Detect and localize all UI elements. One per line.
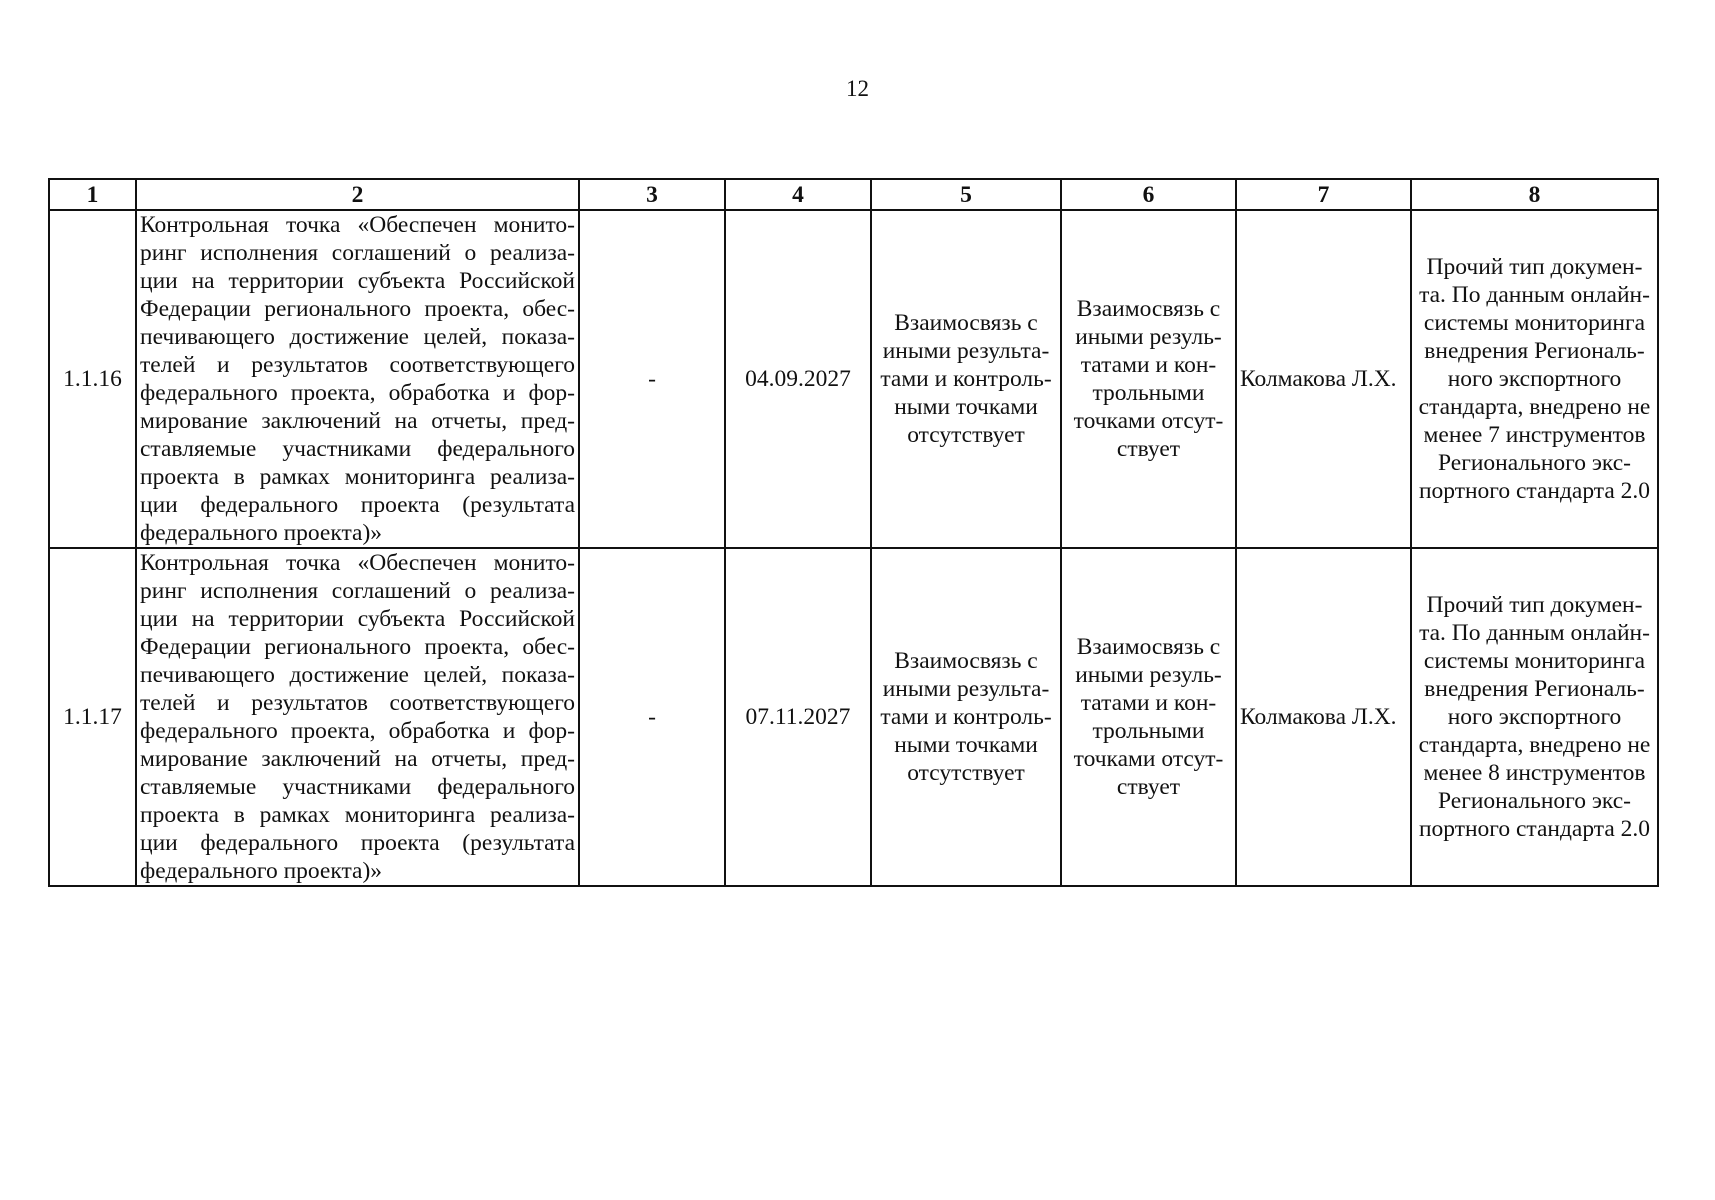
column-header: 2	[136, 179, 579, 210]
relation-results-cell: Взаимосвязь с иными результа-тами и контроль-ными точками отсутствует	[871, 210, 1061, 548]
responsible-person: Колмакова Л.Х.	[1236, 210, 1411, 548]
column-header: 4	[725, 179, 871, 210]
table-row	[49, 548, 1658, 886]
document-type-cell: Прочий тип докумен-та. По данным онлайн-системы мониторинга внедрения Региональ-ного экспортного стандарта, внедрено не менее 7 инструментов Регионального экс-портного стандарта 2.0	[1411, 210, 1658, 548]
column-header: 5	[871, 179, 1061, 210]
row-number: 1.1.16	[49, 210, 136, 548]
document-type-cell: Прочий тип докумен-та. По данным онлайн-системы мониторинга внедрения Региональ-ного экспортного стандарта, внедрено не менее 8 инструментов Регионального экс-портного стандарта 2.0	[1411, 548, 1658, 886]
column-header: 7	[1236, 179, 1411, 210]
control-point-description: Контрольная точка «Обеспечен монито-ринг исполнения соглашений о реализа-ции на территории субъекта Российской Федерации регионального проекта, обес-печивающего достижение целей, показа-телей и результатов соответствующего федерального проекта, обработка и фор-мирование заключений на отчеты, пред-ставляемые участниками федерального проекта в рамках мониторинга реализа-ции федерального проекта (результата федерального проекта)»	[136, 210, 579, 548]
row-number: 1.1.17	[49, 548, 136, 886]
deadline-date: 07.11.2027	[725, 548, 871, 886]
relation-results-cell: Взаимосвязь с иными результа-тами и контроль-ными точками отсутствует	[871, 548, 1061, 886]
deadline-date: 04.09.2027	[725, 210, 871, 548]
page-number: 12	[846, 76, 869, 101]
control-point-description: Контрольная точка «Обеспечен монито-ринг исполнения соглашений о реализа-ции на территории субъекта Российской Федерации регионального проекта, обес-печивающего достижение целей, показа-телей и результатов соответствующего федерального проекта, обработка и фор-мирование заключений на отчеты, пред-ставляемые участниками федерального проекта в рамках мониторинга реализа-ции федерального проекта (результата федерального проекта)»	[136, 548, 579, 886]
table-row	[49, 210, 1658, 548]
relation-control-points-cell: Взаимосвязь с иными резуль-татами и кон-трольными точками отсут-ствует	[1061, 210, 1236, 548]
column-3-value: -	[579, 548, 725, 886]
column-header: 8	[1411, 179, 1658, 210]
column-header: 6	[1061, 179, 1236, 210]
table-header-row	[49, 179, 1658, 210]
responsible-person: Колмакова Л.Х.	[1236, 548, 1411, 886]
column-3-value: -	[579, 210, 725, 548]
column-header: 3	[579, 179, 725, 210]
column-header: 1	[49, 179, 136, 210]
document-table	[48, 178, 1659, 887]
relation-control-points-cell: Взаимосвязь с иными резуль-татами и кон-трольными точками отсут-ствует	[1061, 548, 1236, 886]
